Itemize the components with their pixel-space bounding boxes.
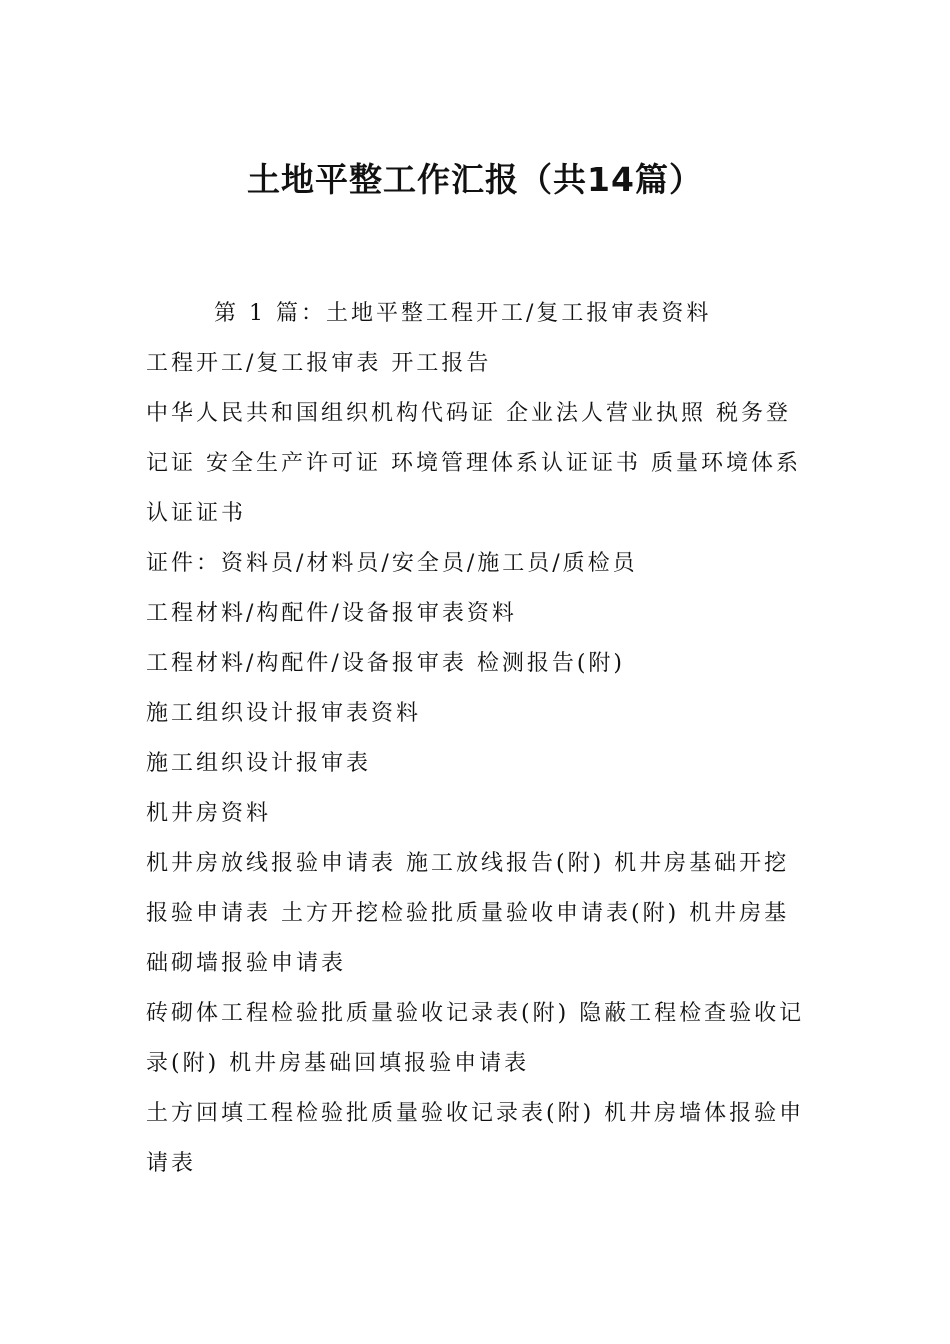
paragraph: 土方回填工程检验批质量验收记录表(附) 机井房墙体报验申请表 <box>146 1101 805 1176</box>
paragraph: 机井房资料 <box>146 801 272 826</box>
paragraph: 中华人民共和国组织机构代码证 企业法人营业执照 税务登记证 安全生产许可证 环境管理体系认证证书 质量环境体系认证证书 <box>146 401 801 526</box>
paragraph: 机井房放线报验申请表 施工放线报告(附) 机井房基础开挖报验申请表 土方开挖检验批质量验收申请表(附) 机井房基础砌墙报验申请表 <box>146 851 790 976</box>
paragraph: 工程开工/复工报审表 开工报告 <box>146 351 492 376</box>
paragraph: 砖砌体工程检验批质量验收记录表(附) 隐蔽工程检查验收记录(附) 机井房基础回填报验申请表 <box>146 1001 805 1076</box>
paragraph: 施工组织设计报审表 <box>146 751 372 776</box>
document-title: 土地平整工作汇报（共14篇） <box>247 160 703 199</box>
paragraph-chapter-heading: 第 1 篇：土地平整工程开工/复工报审表资料 <box>214 301 712 326</box>
document-body <box>146 289 810 1189</box>
paragraph: 工程材料/构配件/设备报审表资料 <box>146 601 517 626</box>
paragraph: 工程材料/构配件/设备报审表 检测报告(附) <box>146 651 625 676</box>
paragraph: 证件：资料员/材料员/安全员/施工员/质检员 <box>146 551 638 576</box>
paragraph: 施工组织设计报审表资料 <box>146 701 422 726</box>
